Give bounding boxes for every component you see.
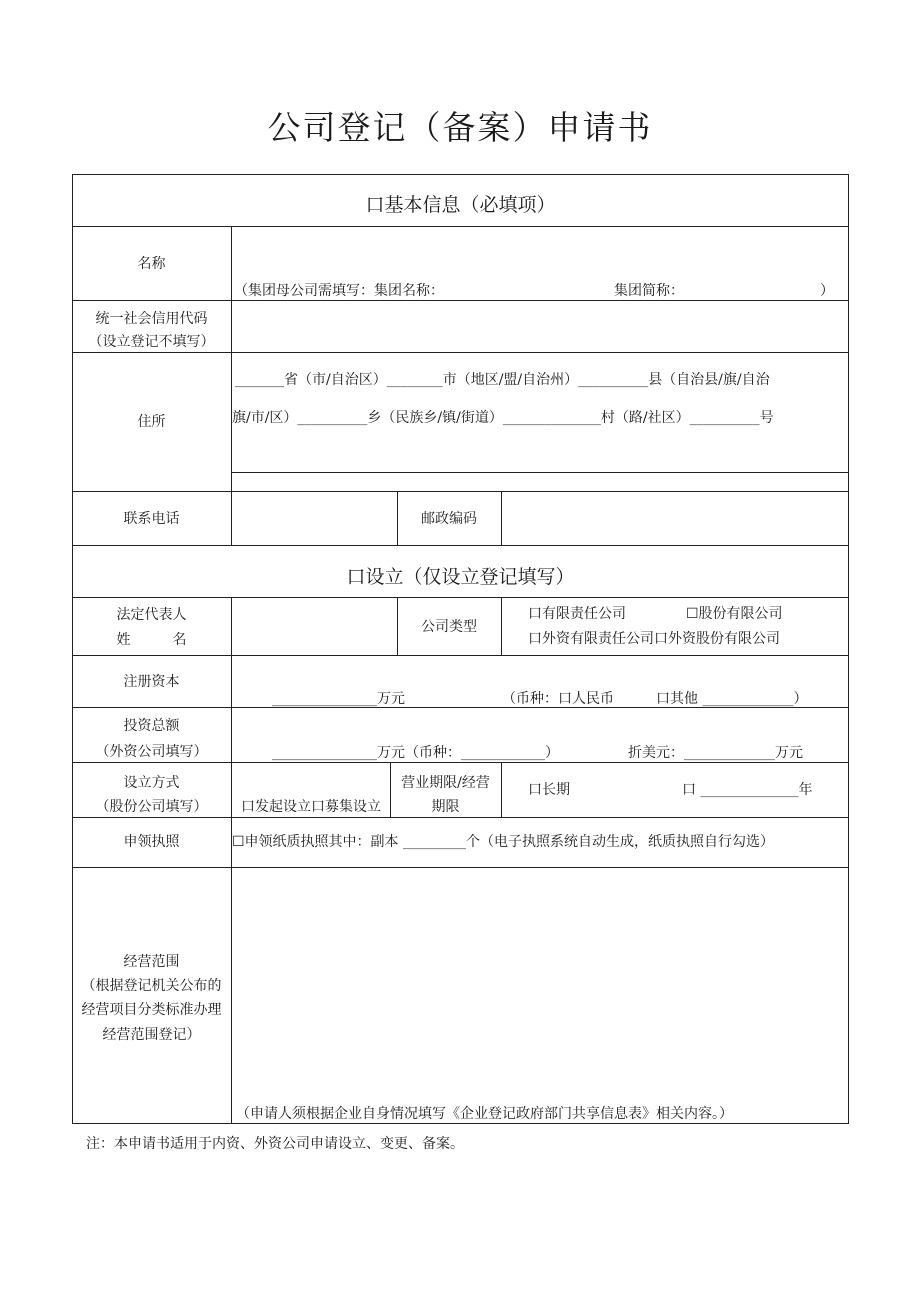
credit-code-field[interactable]	[232, 301, 848, 351]
footnote: 注：本申请书适用于内资、外资公司申请设立、变更、备案。	[86, 1136, 464, 1152]
investment-amount-field[interactable]: _______________万元（币种：____________）	[272, 745, 559, 761]
row-divider	[72, 655, 849, 656]
row-divider	[72, 817, 849, 818]
scope-hint: （申请人须根据企业自身情况填写《企业登记政府部门共享信息表》相关内容。）	[236, 1106, 733, 1122]
type-llc-checkbox[interactable]: 口有限责任公司	[528, 606, 626, 622]
type-joint-stock-checkbox[interactable]: ☐股份有限公司	[686, 606, 783, 622]
license-label: 申领执照	[123, 834, 180, 850]
method-options[interactable]: 口发起设立口募集设立	[241, 799, 381, 815]
capital-label: 注册资本	[123, 674, 180, 690]
row-divider	[72, 762, 849, 763]
term-label: 营业期限/经营	[401, 775, 490, 791]
row-divider	[72, 597, 849, 598]
scope-sublabel-3: 经营范围登记）	[102, 1027, 201, 1043]
address-line-2[interactable]: 旗/市/区）__________乡（民族乡/镇/街道）______________村（路/社区）__________号	[232, 410, 774, 426]
row-divider	[72, 545, 849, 546]
term-long-checkbox[interactable]: 口长期	[528, 782, 570, 798]
company-type-label: 公司类型	[421, 619, 477, 635]
section-setup-header: 口设立（仅设立登记填写）	[346, 566, 575, 588]
investment-usd-field[interactable]: 折美元：_____________万元	[628, 745, 803, 761]
name-hint-close: ）	[820, 283, 834, 299]
legal-rep-label-name: 姓 名	[116, 632, 187, 648]
name-field[interactable]	[232, 227, 848, 281]
license-checkbox-text[interactable]: ☐申领纸质执照其中：副本 _________个（电子执照系统自动生成，纸质执照自行勾选）	[232, 834, 774, 850]
capital-currency-options[interactable]: （币种：口人民币 口其他 _____________）	[502, 691, 808, 707]
col-divider	[501, 597, 502, 655]
investment-label: 投资总额	[123, 718, 180, 734]
phone-field[interactable]	[232, 492, 396, 544]
address-line-1[interactable]: _______省（市/自治区）________市（地区/盟/自治州）__________县（自治县/旗/自治	[235, 372, 770, 388]
name-label: 名称	[137, 256, 166, 272]
name-hint-left: （集团母公司需填写：集团名称：	[234, 283, 444, 299]
method-label: 设立方式	[123, 775, 180, 791]
scope-sublabel-2: 经营项目分类标准办理	[81, 1002, 222, 1018]
credit-code-label: 统一社会信用代码	[95, 311, 208, 327]
section-basic-header: 口基本信息（必填项）	[365, 194, 556, 216]
capital-amount-field[interactable]: _______________万元	[272, 691, 405, 707]
term-years-field[interactable]: 口 ______________年	[682, 782, 813, 798]
scope-label: 经营范围	[123, 954, 180, 970]
method-sublabel: （股份公司填写）	[95, 799, 208, 815]
scope-field[interactable]	[232, 868, 848, 1098]
phone-label: 联系电话	[123, 511, 180, 527]
address-label: 住所	[137, 414, 166, 430]
col-divider	[501, 762, 502, 817]
investment-sublabel: （外资公司填写）	[95, 744, 208, 760]
postcode-label: 邮政编码	[421, 511, 477, 527]
term-label-2: 期限	[431, 799, 460, 815]
row-divider	[231, 472, 849, 473]
name-hint-right: 集团简称：	[614, 283, 684, 299]
postcode-field[interactable]	[502, 492, 848, 544]
row-divider	[72, 352, 849, 353]
legal-rep-label: 法定代表人	[116, 607, 187, 623]
credit-code-sublabel: （设立登记不填写）	[88, 334, 215, 350]
type-foreign-checkboxes[interactable]: 口外资有限责任公司口外资股份有限公司	[528, 631, 780, 647]
legal-rep-field[interactable]	[232, 598, 396, 654]
page-title: 公司登记（备案）申请书	[267, 108, 653, 147]
scope-sublabel-1: （根据登记机关公布的	[81, 978, 222, 994]
